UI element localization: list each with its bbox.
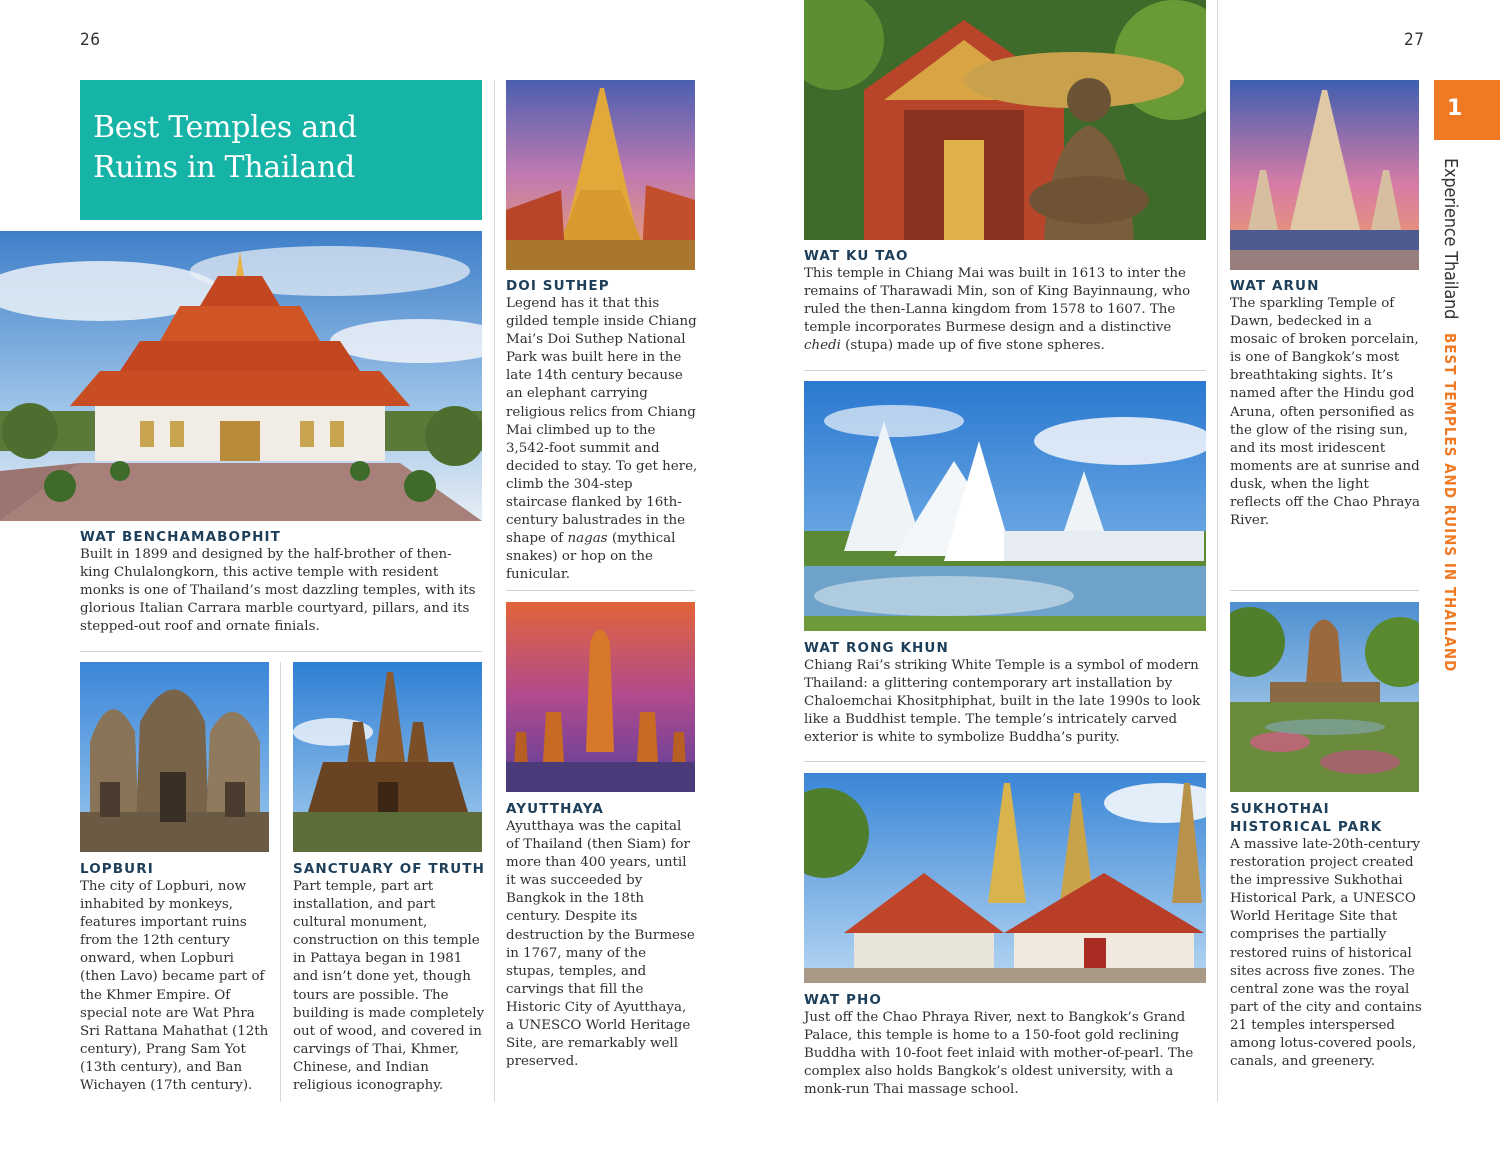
- wat-benchamabophit-photo: [0, 231, 482, 521]
- chapter-side-label: [1440, 158, 1461, 673]
- wat-arun-photo: [1230, 80, 1419, 270]
- doi-suthep-heading: DOI SUTHEP: [506, 278, 610, 294]
- sukhothai-photo: [1230, 602, 1419, 792]
- wat-pho-text: Just off the Chao Phraya River, next to Bangkok’s Grand Palace, this temple is home to a 150-foot gold reclining Buddha with 10-foot feet inlaid with mother-of-pearl. The complex also holds Bangkok’s oldest university, with a monk-run Thai massage school.: [804, 1010, 1194, 1098]
- ayutthaya-heading: AYUTTHAYA: [506, 801, 604, 817]
- section-title-vertical: BEST TEMPLES AND RUINS IN THAILAND: [1441, 333, 1459, 673]
- wat-rong-khun-text: Chiang Rai’s striking White Temple is a symbol of modern Thailand: a glittering contemporary art installation by Chaloemchai Khositphiphat, built in the late 1990s to look like a Buddhist temple. The temple’s intricately carved exterior is white to symbolize Buddha’s purity.: [804, 658, 1201, 746]
- divider: [804, 761, 1206, 762]
- wat-rong-khun-photo: [804, 381, 1206, 631]
- sukhothai-heading-line-1: SUKHOTHAI: [1230, 801, 1330, 817]
- wat-arun-heading: WAT ARUN: [1230, 278, 1320, 294]
- divider: [506, 590, 695, 591]
- wat-arun-text: The sparkling Temple of Dawn, bedecked in a mosaic of broken porcelain, is one of Bangkok’s most breathtaking sights. It’s named after the Hindu god Aruna, often personified as the glow of the rising sun, and its most iridescent moments are at sunrise and dusk, when the light reflects off the Chao Phraya River.: [1230, 296, 1420, 529]
- banner-title-line-1: Best Temples and: [93, 110, 357, 145]
- chapter-number-tab: 1: [1434, 80, 1500, 140]
- wat-rong-khun-heading: WAT RONG KHUN: [804, 640, 949, 656]
- wat-ku-tao-photo: [804, 0, 1206, 240]
- sanctuary-of-truth-photo: [293, 662, 482, 852]
- wat-benchamabophit-heading: WAT BENCHAMABOPHIT: [80, 529, 281, 545]
- chapter-title: Experience Thailand: [1440, 158, 1461, 320]
- doi-suthep-text: Legend has it that this gilded temple inside Chiang Mai’s Doi Suthep National Park was built here in the late 14th century because an elephant carrying religious relics from Chiang Mai climbed up to the 3,542-foot summit and decided to stay. To get here, climb the 304-step staircase flanked by 16th-century balustrades in the shape of nagas (mythical snakes) or hop on the funicular.: [506, 296, 698, 583]
- sukhothai-heading-line-2: HISTORICAL PARK: [1230, 819, 1383, 835]
- column-divider: [494, 80, 495, 1102]
- wat-ku-tao-text: This temple in Chiang Mai was built in 1613 to inter the remains of Tharawadi Min, son of King Bayinnaung, who ruled the then-Lanna kingdom from 1578 to 1607. The temple incorporates Burmese design and a distinctive chedi (stupa) made up of five stone spheres.: [804, 266, 1191, 354]
- column-divider: [280, 662, 281, 1102]
- lopburi-photo: [80, 662, 269, 852]
- banner-title-line-2: Ruins in Thailand: [93, 150, 355, 185]
- wat-ku-tao-heading: WAT KU TAO: [804, 248, 909, 264]
- column-divider: [1217, 0, 1218, 1102]
- divider: [1230, 590, 1419, 591]
- wat-pho-photo: [804, 773, 1206, 983]
- wat-benchamabophit-text: Built in 1899 and designed by the half-brother of then-king Chulalongkorn, this active temple with resident monks is one of Thailand’s most dazzling temples, with its glorious Italian Carrara marble courtyard, pillars, and its stepped-out roof and ornate finials.: [80, 547, 476, 635]
- divider: [80, 651, 482, 652]
- ayutthaya-text: Ayutthaya was the capital of Thailand (then Siam) for more than 400 years, until it was succeeded by Bangkok in the 18th century. Despite its destruction by the Burmese in 1767, many of the stupas, temples, and carvings that fill the Historic City of Ayutthaya, a UNESCO World Heritage Site, are remarkably well preserved.: [506, 819, 695, 1070]
- sanctuary-of-truth-text: Part temple, part art installation, and part cultural monument, construction on this temple in Pattaya began in 1981 and isn’t done yet, though tours are possible. The building is made completely out of wood, and covered in carvings of Thai, Khmer, Chinese, and Indian religious iconography.: [293, 879, 485, 1094]
- section-banner: [80, 80, 482, 220]
- divider: [804, 370, 1206, 371]
- sukhothai-text: A massive late-20th-century restoration project created the impressive Sukhothai Historical Park, a UNESCO World Heritage Site that comprises the partially restored ruins of historical sites across five zones. The central zone was the royal part of the city and contains 21 temples interspersed among lotus-covered pools, canals, and greenery.: [1230, 837, 1422, 1070]
- page-number-right: 27: [1404, 30, 1425, 50]
- doi-suthep-photo: [506, 80, 695, 270]
- lopburi-text: The city of Lopburi, now inhabited by monkeys, features important ruins from the 12th century onward, when Lopburi (then Lavo) became part of the Khmer Empire. Of special note are Wat Phra Sri Rattana Mahathat (12th century), Prang Sam Yot (13th century), and Ban Wichayen (17th century).: [80, 879, 269, 1094]
- wat-pho-heading: WAT PHO: [804, 992, 882, 1008]
- page-number-left: 26: [80, 30, 101, 50]
- ayutthaya-photo: [506, 602, 695, 792]
- sanctuary-of-truth-heading: SANCTUARY OF TRUTH: [293, 861, 485, 877]
- sukhothai-heading: [1230, 800, 1382, 836]
- lopburi-heading: LOPBURI: [80, 861, 154, 877]
